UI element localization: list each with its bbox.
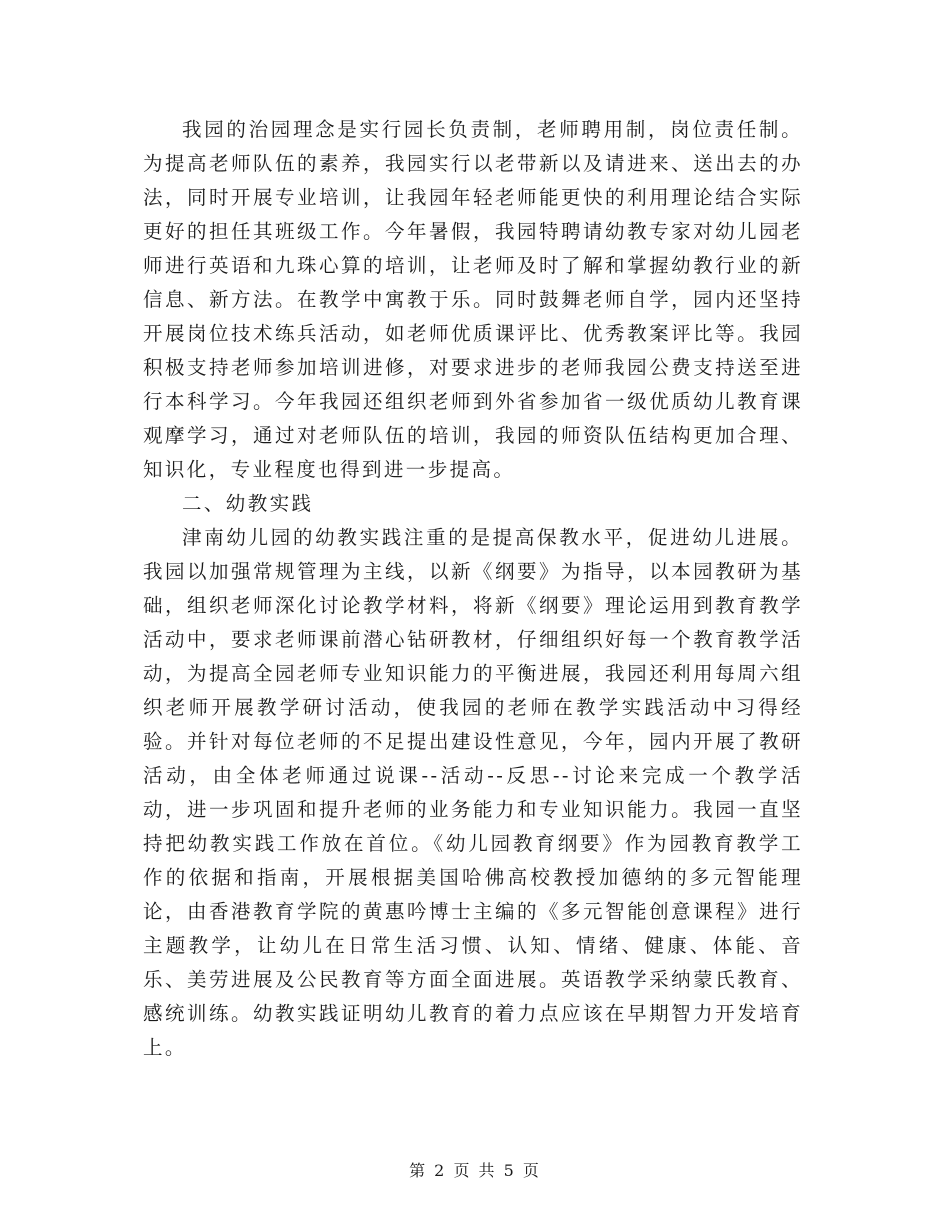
document-body — [143, 113, 803, 1065]
page-footer — [0, 1158, 950, 1181]
paragraph-staff-training: 我园的治园理念是实行园长负责制，老师聘用制，岗位责任制。为提高老师队伍的素养，我园实行以老带新以及请进来、送出去的办法，同时开展专业培训，让我园年轻老师能更快的利用理论结合实际更好的担任其班级工作。今年暑假，我园特聘请幼教专家对幼儿园老师进行英语和九珠心算的培训，让老师及时了解和掌握幼教行业的新信息、新方法。在教学中寓教于乐。同时鼓舞老师自学，园内还坚持开展岗位技术练兵活动，如老师优质课评比、优秀教案评比等。我园积极支持老师参加培训进修，对要求进步的老师我园公费支持送至进行本科学习。今年我园还组织老师到外省参加省一级优质幼儿教育课观摩学习，通过对老师队伍的培训，我园的师资队伍结构更加合理、知识化，专业程度也得到进一步提高。 — [143, 118, 803, 481]
page-number-label: 第 2 页 共 5 页 — [409, 1161, 541, 1180]
section-heading: 二、幼教实践 — [182, 492, 314, 515]
paragraph-teaching-practice: 津南幼儿园的幼教实践注重的是提高保教水平，促进幼儿进展。我园以加强常规管理为主线，以新《纲要》为指导，以本园教研为基础，组织老师深化讨论教学材料，将新《纲要》理论运用到教育教学活动中，要求老师课前潜心钻研教材，仔细组织好每一个教育教学活动，为提高全园老师专业知识能力的平衡进展，我园还利用每周六组织老师开展教学研讨活动，使我园的老师在教学实践活动中习得经验。并针对每位老师的不足提出建设性意见，今年，园内开展了教研活动，由全体老师通过说课--活动--反思--讨论来完成一个教学活动，进一步巩固和提升老师的业务能力和专业知识能力。我园一直坚持把幼教实践工作放在首位。《幼儿园教育纲要》作为园教育教学工作的依据和指南，开展根据美国哈佛高校教授加德纳的多元智能理论，由香港教育学院的黄惠吟博士主编的《多元智能创意课程》进行主题教学，让幼儿在日常生活习惯、认知、情绪、健康、体能、音乐、美劳进展及公民教育等方面全面进展。英语教学采纳蒙氏教育、感统训练。幼教实践证明幼儿教育的着力点应该在早期智力开发培育上。 — [143, 526, 803, 1059]
